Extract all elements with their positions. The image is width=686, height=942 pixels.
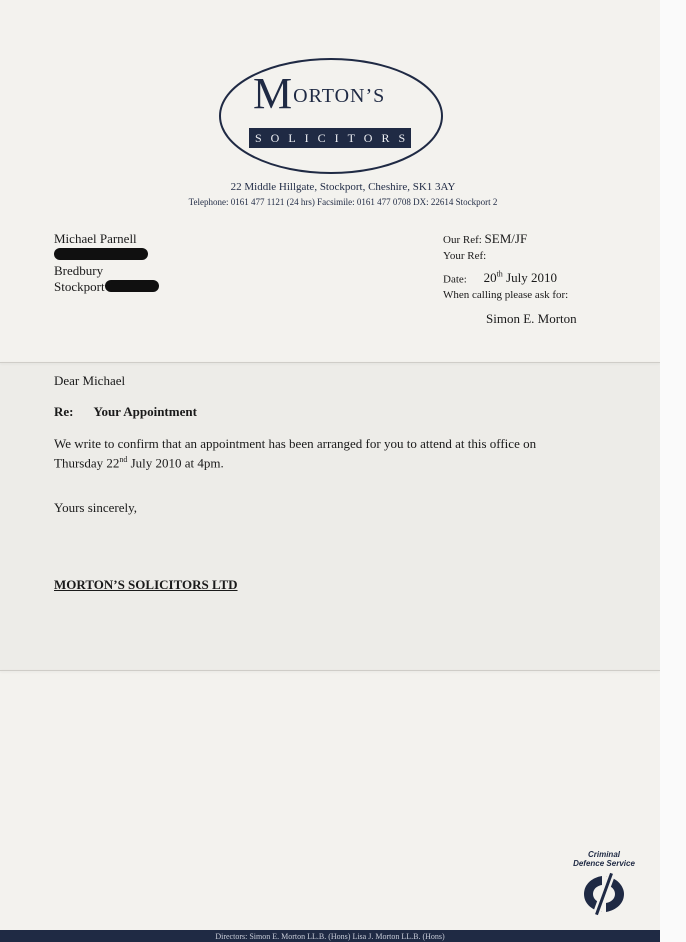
logo-wordmark xyxy=(253,69,413,118)
reference-block xyxy=(443,231,568,303)
ask-for-label: When calling please ask for: xyxy=(443,289,569,302)
date-suffix: th xyxy=(496,270,503,279)
recipient-street xyxy=(54,247,159,263)
ask-for-row xyxy=(443,287,568,303)
date-row xyxy=(443,267,568,287)
cds-mark-icon xyxy=(580,870,628,918)
logo-rest: ORTON’S xyxy=(293,85,386,107)
page-edge xyxy=(660,0,686,942)
recipient-name: Michael Parnell xyxy=(54,231,137,246)
date-label: Date: xyxy=(443,273,467,286)
your-ref-label: Your Ref: xyxy=(443,250,487,262)
re-label: Re: xyxy=(54,404,74,419)
your-ref-row xyxy=(443,248,568,264)
cds-line-1: Criminal xyxy=(587,850,620,859)
signoff: MORTON’S SOLICITORS LTD xyxy=(54,577,238,592)
redaction-mark xyxy=(54,248,148,260)
recipient-city-line xyxy=(54,279,159,295)
cds-label xyxy=(566,850,642,868)
body-paragraph xyxy=(54,436,574,471)
re-subject: Your Appointment xyxy=(93,404,197,419)
cds-logo xyxy=(566,850,646,925)
closing: Yours sincerely, xyxy=(54,500,138,515)
our-ref-value: SEM/JF xyxy=(484,231,528,246)
firm-address: 22 Middle Hillgate, Stockport, Cheshire, SK1 3AY xyxy=(230,181,456,193)
recipient-town: Bredbury xyxy=(54,263,104,278)
recipient-block xyxy=(54,231,159,295)
fold-line-upper xyxy=(0,362,660,363)
logo-solicitors-bar: SOLICITORS xyxy=(249,128,411,148)
logo-initial: M xyxy=(253,69,294,118)
body-part-1: We write to confirm that an appointment has been arranged for you to attend at this office on Thursday 22 xyxy=(54,436,537,471)
salutation: Dear Michael xyxy=(54,373,126,388)
redaction-mark xyxy=(105,280,159,292)
cds-line-2: Defence Service xyxy=(573,859,635,868)
body-sup: nd xyxy=(119,455,128,464)
our-ref-row xyxy=(443,231,568,248)
body-part-2: July 2010 at 4pm. xyxy=(127,455,224,471)
our-ref-label: Our Ref: xyxy=(443,234,482,246)
footer-directors: Directors: Simon E. Morton LL.B. (Hons) Lisa J. Morton LL.B. (Hons) xyxy=(0,930,660,942)
recipient-city: Stockport xyxy=(54,279,105,294)
date-rest: July 2010 xyxy=(502,270,557,286)
date-day: 20 xyxy=(483,270,497,286)
date-value xyxy=(484,270,557,285)
contact-name: Simon E. Morton xyxy=(486,311,577,326)
subject-line xyxy=(54,404,197,420)
firm-contacts: Telephone: 0161 477 1121 (24 hrs) Facsimile: 0161 477 0708 DX: 22614 Stockport 2 xyxy=(188,197,498,207)
fold-line-lower xyxy=(0,670,660,671)
firm-logo xyxy=(217,56,445,176)
